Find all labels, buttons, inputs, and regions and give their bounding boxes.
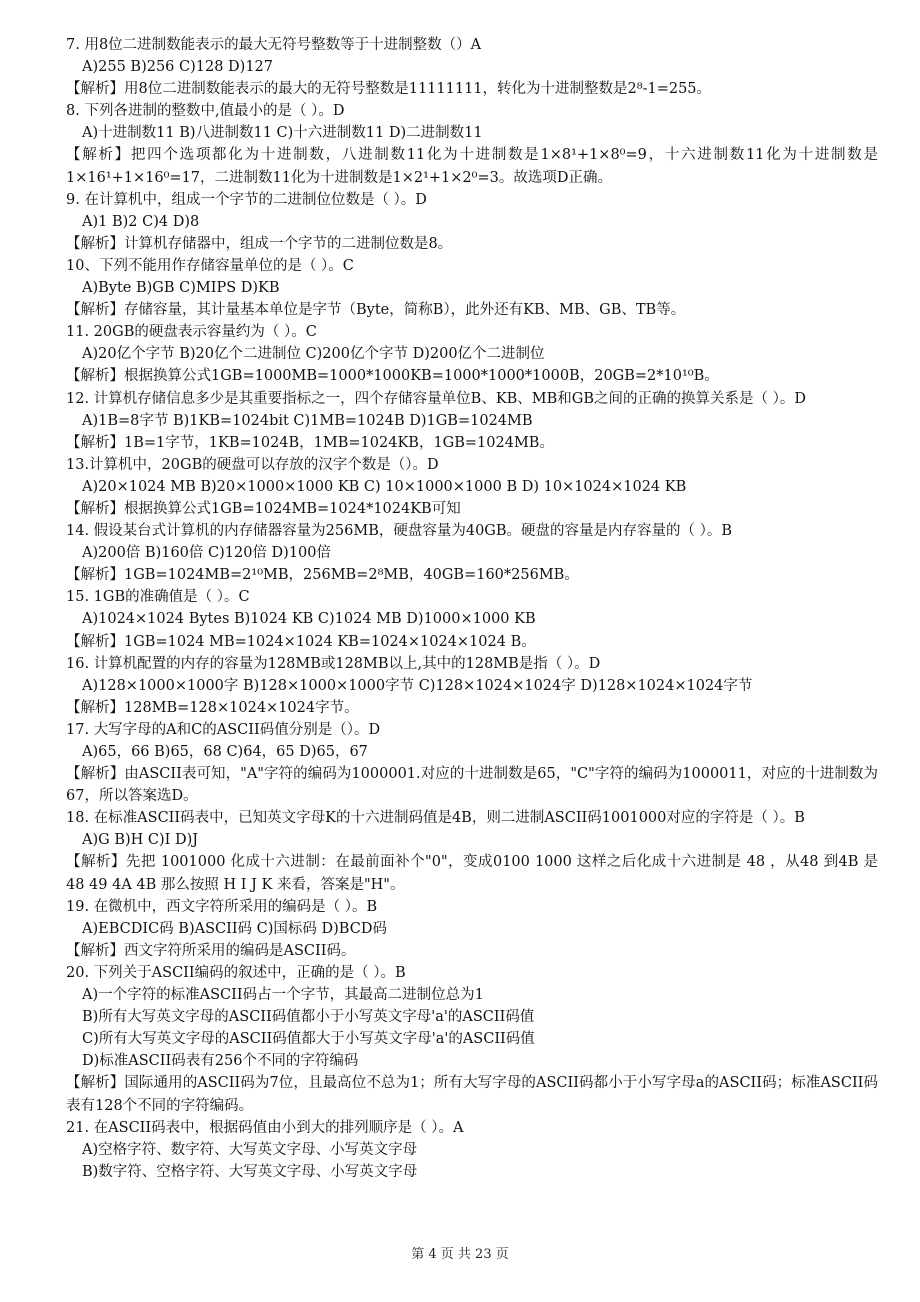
question-line: 9. 在计算机中，组成一个字节的二进制位位数是（ ）。D (66, 191, 427, 208)
question-line: 8. 下列各进制的整数中,值最小的是（ ）。D (66, 103, 345, 120)
question-line: 15. 1GB的准确值是（ ）。C (66, 589, 250, 606)
answer-options-line: B)所有大写英文字母的ASCII码值都小于小写英文字母'a'的ASCII码值 (82, 1009, 535, 1026)
answer-options-line: A)Byte B)GB C)MIPS D)KB (82, 280, 280, 297)
question-line: 11. 20GB的硬盘表示容量约为（ ）。C (66, 324, 317, 341)
answer-options-line: A)十进制数11 B)八进制数11 C)十六进制数11 D)二进制数11 (82, 125, 483, 142)
question-line: 10、下列不能用作存储容量单位的是（ ）。C (66, 257, 354, 274)
answer-options-line: A)空格字符、数字符、大写英文字母、小写英文字母 (82, 1141, 418, 1158)
question-line: 7. 用8位二进制数能表示的最大无符号整数等于十进制整数（）A (66, 37, 482, 53)
question-line: 12. 计算机存储信息多少是其重要指标之一，四个存储容量单位B、KB、MB和GB之间的正确的换算关系是（ ）。D (66, 390, 807, 407)
question-line: 19. 在微机中，西文字符所采用的编码是（ ）。B (66, 898, 378, 915)
answer-options-line: A)EBCDIC码 B)ASCII码 C)国标码 D)BCD码 (82, 920, 387, 937)
answer-options-line: C)所有大写英文字母的ASCII码值都大于小写英文字母'a'的ASCII码值 (82, 1031, 535, 1048)
explanation-paragraph: 【解析】把四个选项都化为十进制数，八进制数11化为十进制数是1×8¹+1×8⁰=9，十六进制数11化为十进制数是1×16¹+1×16⁰=17，二进制数11化为十进制数是1×2¹+1×2⁰=3。故选项D正确。 (66, 147, 878, 186)
answer-options-line: A)1 B)2 C)4 D)8 (82, 213, 200, 230)
document-body (66, 34, 878, 1183)
answer-options-line: A)128×1000×1000字 B)128×1000×1000字节 C)128×1024×1024字 D)128×1024×1024字节 (82, 677, 753, 694)
explanation-paragraph: 【解析】1GB=1024MB=2¹⁰MB，256MB=2⁸MB，40GB=160*256MB。 (66, 567, 579, 584)
answer-options-line: A)20亿个字节 B)20亿个二进制位 C)200亿个字节 D)200亿个二进制位 (82, 346, 545, 363)
question-line: 20. 下列关于ASCII编码的叙述中，正确的是（ ）。B (66, 964, 406, 981)
question-line: 14. 假设某台式计算机的内存储器容量为256MB，硬盘容量为40GB。硬盘的容量是内存容量的（ ）。B (66, 523, 733, 540)
question-line: 16. 计算机配置的内存的容量为128MB或128MB以上,其中的128MB是指（ ）。D (66, 655, 601, 672)
explanation-paragraph: 【解析】根据换算公式1GB=1000MB=1000*1000KB=1000*1000*1000B，20GB=2*10¹⁰B。 (66, 368, 719, 385)
answer-options-line: A)65，66 B)65，68 C)64，65 D)65，67 (82, 744, 368, 760)
question-line: 21. 在ASCII码表中，根据码值由小到大的排列顺序是（ ）。A (66, 1119, 464, 1136)
question-line: 18. 在标准ASCII码表中，已知英文字母K的十六进制码值是4B，则二进制ASCII码1001000对应的字符是（ ）。B (66, 810, 805, 827)
answer-options-line: A)20×1024 MB B)20×1000×1000 KB C) 10×1000×1000 B D) 10×1024×1024 KB (82, 478, 687, 495)
explanation-paragraph: 【解析】根据换算公式1GB=1024MB=1024*1024KB可知 (66, 500, 461, 517)
explanation-paragraph: 【解析】国际通用的ASCII码为7位，且最高位不总为1；所有大写字母的ASCII码都小于小写字母a的ASCII码；标准ASCII码表有128个不同的字符编码。 (66, 1075, 878, 1114)
answer-options-line: A)一个字符的标准ASCII码占一个字节，其最高二进制位总为1 (82, 987, 484, 1004)
explanation-paragraph: 【解析】128MB=128×1024×1024字节。 (66, 699, 359, 716)
explanation-paragraph: 【解析】1B=1字节，1KB=1024B，1MB=1024KB，1GB=1024MB。 (66, 434, 554, 451)
explanation-paragraph: 【解析】1GB=1024 MB=1024×1024 KB=1024×1024×1024 B。 (66, 633, 536, 650)
explanation-paragraph: 【解析】存储容量，其计量基本单位是字节（Byte，简称B），此外还有KB、MB、GB、TB等。 (66, 302, 686, 319)
question-line: 13.计算机中，20GB的硬盘可以存放的汉字个数是（）。D (66, 456, 439, 473)
answer-options-line: A)255 B)256 C)128 D)127 (82, 59, 274, 76)
explanation-paragraph: 【解析】计算机存储器中，组成一个字节的二进制位数是8。 (66, 235, 453, 252)
page-number-footer: 第 4 页 共 23 页 (411, 1247, 509, 1262)
answer-options-line: A)G B)H C)I D)J (82, 832, 199, 849)
question-line: 17. 大写字母的A和C的ASCII码值分别是（）。D (66, 721, 381, 738)
answer-options-line: A)1B=8字节 B)1KB=1024bit C)1MB=1024B D)1GB=1024MB (82, 412, 533, 429)
explanation-paragraph: 【解析】由ASCII表可知，"A"字符的编码为1000001.对应的十进制数是65，"C"字符的编码为1000011，对应的十进制数为67，所以答案选D。 (66, 766, 878, 805)
answer-options-line: A)200倍 B)160倍 C)120倍 D)100倍 (82, 545, 332, 562)
answer-options-line: B)数字符、空格字符、大写英文字母、小写英文字母 (82, 1163, 418, 1180)
explanation-paragraph: 【解析】西文字符所采用的编码是ASCII码。 (66, 942, 356, 959)
answer-options-line: D)标准ASCII码表有256个不同的字符编码 (82, 1053, 359, 1070)
explanation-paragraph: 【解析】先把 1001000 化成十六进制：在最前面补个"0"，变成0100 1000 这样之后化成十六进制是 48 ，从48 到4B 是 48 49 4A 4B 那么按照 H I J K 来看，答案是"H"。 (66, 854, 878, 893)
explanation-paragraph: 【解析】用8位二进制数能表示的最大的无符号整数是11111111，转化为十进制整数是2⁸-1=255。 (66, 81, 712, 98)
answer-options-line: A)1024×1024 Bytes B)1024 KB C)1024 MB D)1000×1000 KB (82, 611, 536, 628)
